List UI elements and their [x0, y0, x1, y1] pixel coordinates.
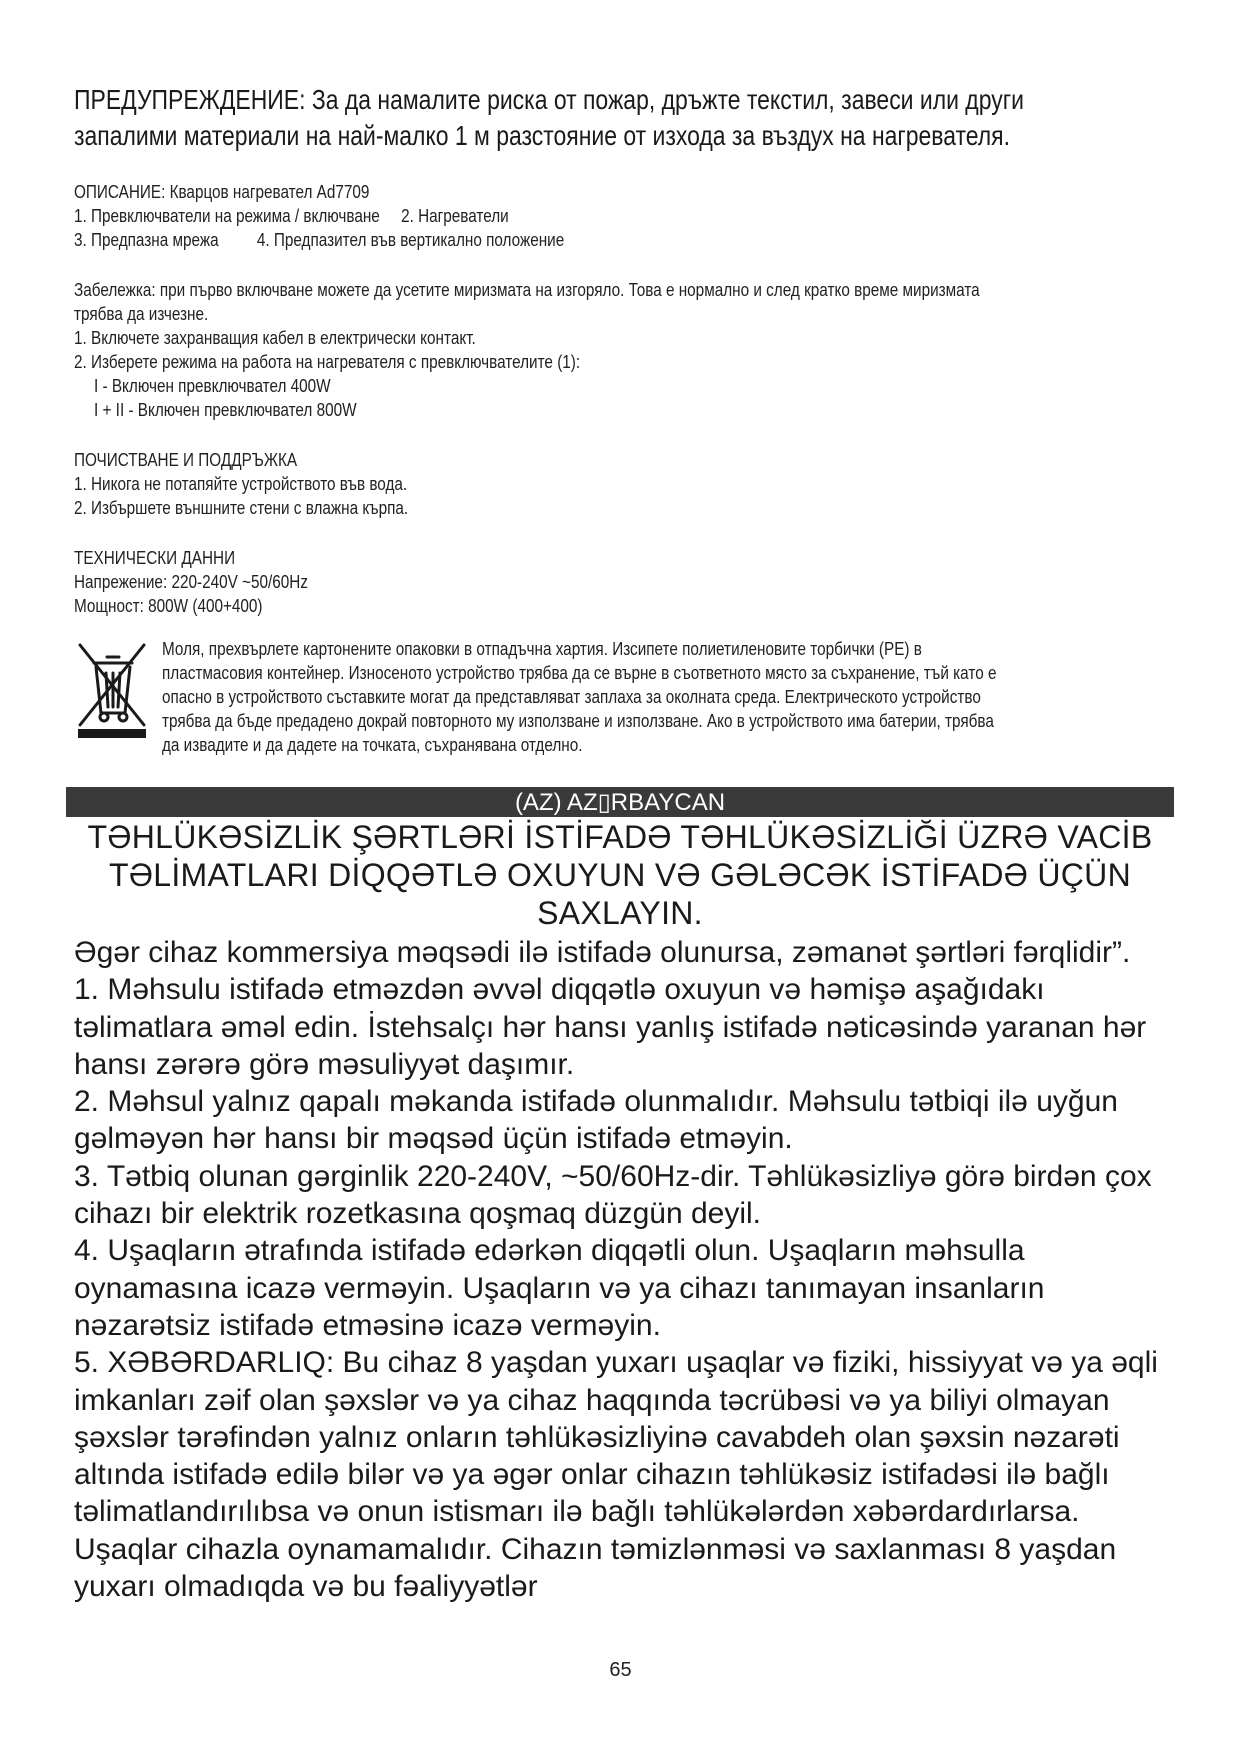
recycling-line-2: пластмасовия контейнер. Износеното устройство трябва да се върне в съответното място за съхранение, тъй като е [162, 663, 997, 683]
recycling-line-5: да извадите и да дадете на точката, съхранявана отделно. [162, 735, 583, 755]
safety-instructions [74, 934, 1184, 1605]
note-line-1: Забележка: при първо включване можете да усетите миризмата на изгоряло. Това е нормално и след кратко време миризмата [74, 280, 980, 300]
cleaning-line-1: 1. Никога не потапяйте устройството във вода. [74, 474, 408, 494]
recycling-text [162, 637, 1202, 757]
crossed-out-wheelie-bin-icon [74, 639, 148, 739]
language-label: (AZ) AZ▯RBAYCAN [514, 789, 726, 816]
technical-line-1: Напрежение: 220-240V ~50/60Hz [74, 572, 308, 592]
warranty-paragraph: Əgər cihaz kommersiya məqsədi ilə istifadə olunursa, zəmanət şərtləri fərqlidir”. [74, 936, 1131, 969]
instruction-3: 3. Tətbiq olunan gərginlik 220-240V, ~50/60Hz-dir. Təhlükəsizliyə görə birdən çox cihazı bir elektrik rozetkasına qoşmaq düzgün deyil. [74, 1159, 1152, 1231]
note-line-3: 1. Включете захранващия кабел в електрически контакт. [74, 328, 476, 348]
technical-line-2: Мощност: 800W (400+400) [74, 596, 263, 616]
technical-title: ТЕХНИЧЕСКИ ДАННИ [74, 548, 236, 568]
safety-title [60, 818, 1180, 932]
recycling-line-4: трябва да бъде предадено докрай повторното му използване и използване. Ако в устройството има батерии, трябва [162, 711, 994, 731]
safety-title-line-1: TƏHLÜKƏSİZLİK ŞƏRTLƏRİ İSTİFADƏ TƏHLÜKƏSİZLİĞİ ÜZRƏ VACİB [87, 819, 1153, 855]
mode-line-2: I + II - Включен превключвател 800W [94, 400, 357, 420]
recycling-line-3: опасно в устройството съставките могат да представляват заплаха за околната среда. Електрическото устройство [162, 687, 981, 707]
note-line-4: 2. Изберете режима на работа на нагревателя с превключвателите (1): [74, 352, 581, 372]
description-title: ОПИСАНИЕ: Кварцов нагревател Ad7709 [74, 182, 370, 202]
cleaning-line-2: 2. Избършете външните стени с влажна кърпа. [74, 498, 409, 518]
mode-line-1: I - Включен превключвател 400W [94, 376, 331, 396]
language-header-bar [66, 787, 1174, 817]
description-line-1: 1. Превключватели на режима / включване 2. Нагреватели [74, 206, 509, 226]
safety-title-line-2: TƏLİMATLARI DİQQƏTLƏ OXUYUN VƏ GƏLƏCƏK İSTİFADƏ ÜÇÜN [109, 857, 1131, 893]
instruction-1: 1. Məhsulu istifadə etməzdən əvvəl diqqətlə oxuyun və həmişə aşağıdakı təlimatlara əməl edin. İstehsalçı hər hansı yanlış istifadə nəticəsində yaranan hər hansı zərərə görə məsuliyyət daşımır. [74, 973, 1147, 1081]
page-number: 65 [609, 1659, 632, 1681]
note-line-2: трябва да изчезне. [74, 304, 209, 324]
recycling-line-1: Моля, прехвърлете картонените опаковки в отпадъчна хартия. Изсипете полиетиленовите торбички (PE) в [162, 639, 922, 659]
instruction-5: 5. XƏBƏRDARLIQ: Bu cihaz 8 yaşdan yuxarı uşaqlar və fiziki, hissiyyat və ya əqli imkanları zəif olan şəxslər və ya cihaz haqqında təcrübəsi və ya biliyi olmayan şəxslər tərəfindən yalnız onların təhlükəsizliyinə cavabdeh olan şəxsin nəzarəti altında istifadə edilə bilər və ya əgər onlar cihazın təhlükəsiz istifadəsi ilə bağlı təlimatlandırılıbsa və onun istismarı ilə bağlı təhlükələrdən xəbərdardırlarsa. Uşaqlar cihazla oynamamalıdır. Cihazın təmizlənməsi və saxlanması 8 yaşdan yuxarı olmadıqda və bu fəaliyyətlər [74, 1346, 1158, 1604]
instruction-4: 4. Uşaqların ətrafında istifadə edərkən diqqətli olun. Uşaqların məhsulla oynamasına icazə verməyin. Uşaqların və ya cihazı tanımayan insanların nəzarətsiz istifadə etməsinə icazə verməyin. [74, 1234, 1045, 1342]
warning-line-1: ПРЕДУПРЕЖДЕНИЕ: За да намалите риска от пожар, дръжте текстил, завеси или други [74, 84, 1024, 115]
instruction-2: 2. Məhsul yalnız qapalı məkanda istifadə olunmalıdır. Məhsulu tətbiqi ilə uyğun gəlməyən hər hansı bir məqsəd üçün istifadə etməyin. [74, 1085, 1118, 1156]
cleaning-title: ПОЧИСТВАНЕ И ПОДДРЪЖКА [74, 450, 298, 470]
warning-line-2: запалими материали на най-малко 1 м разстояние от изхода за въздух на нагревателя. [74, 120, 1010, 151]
bulgarian-section [74, 82, 1174, 618]
description-line-2: 3. Предпазна мрежа 4. Предпазител във вертикално положение [74, 230, 565, 250]
safety-title-line-3: SAXLAYIN. [537, 895, 703, 931]
